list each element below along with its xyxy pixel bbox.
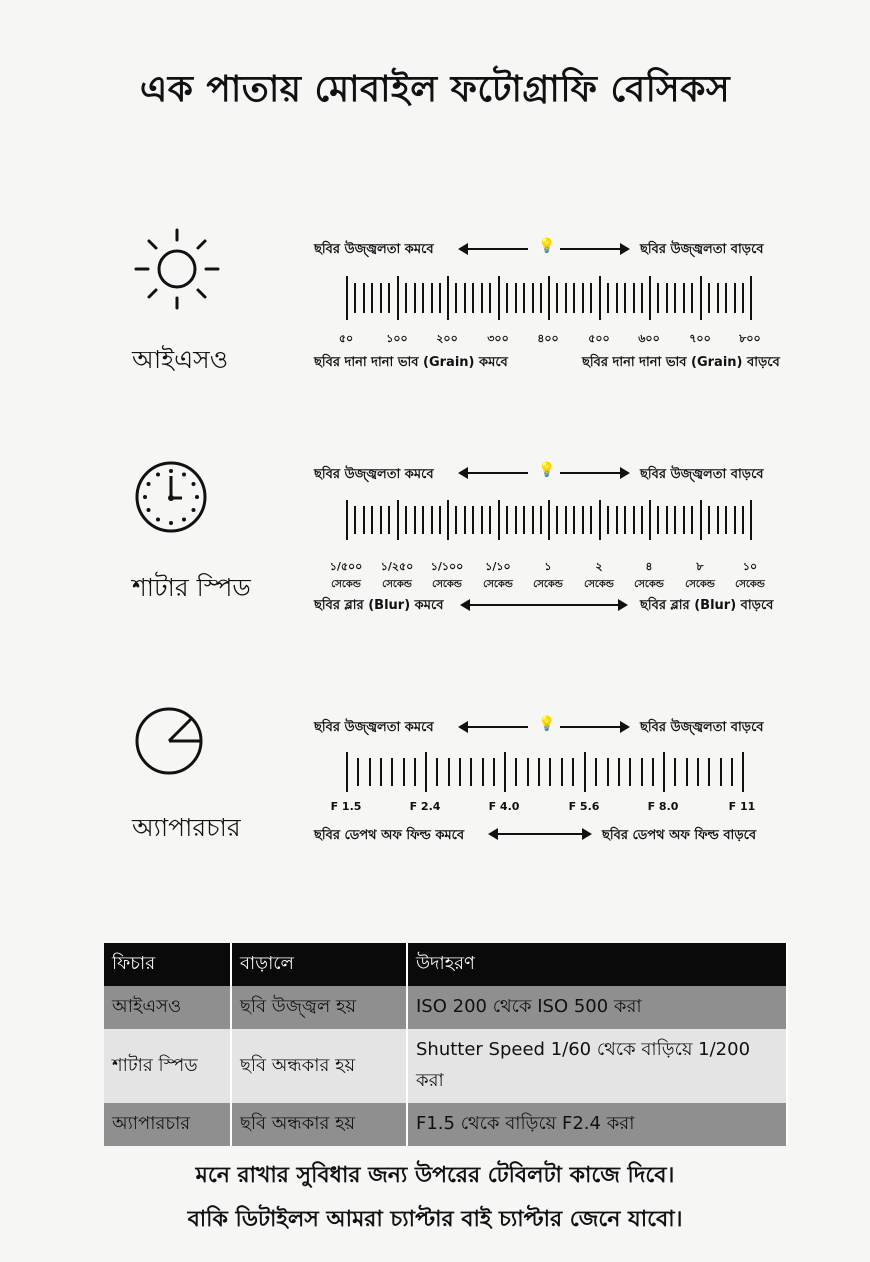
scale-major-tick	[447, 276, 449, 320]
scale-minor-tick	[629, 758, 631, 786]
shutter-blur-increase: ছবির ব্লার (Blur) বাড়বে	[640, 598, 774, 613]
scale-minor-tick	[565, 506, 567, 534]
scale-minor-tick	[464, 506, 466, 534]
scale-label: ১০ সেকেন্ড	[720, 558, 780, 594]
scale-minor-tick	[666, 506, 668, 534]
cell-feature: শাটার স্পিড	[104, 1029, 231, 1103]
scale-minor-tick	[414, 283, 416, 313]
table-row	[104, 1029, 787, 1103]
scale-major-tick	[750, 500, 752, 540]
iso-grain-increase: ছবির দানা দানা ভাব (Grain) বাড়বে	[582, 355, 780, 370]
right-arrow	[560, 472, 628, 474]
scale-minor-tick	[633, 506, 635, 534]
shutter-brightness-increase: ছবির উজ্জ্বলতা বাড়বে	[640, 467, 764, 482]
scale-major-tick	[742, 752, 744, 792]
scale-minor-tick	[380, 758, 382, 786]
table-row	[104, 986, 787, 1029]
scale-label: F 4.0	[488, 800, 520, 813]
shutter-scale	[329, 500, 765, 590]
scale-major-tick	[425, 752, 427, 792]
scale-label: ৮০০	[739, 332, 761, 345]
cell-effect: ছবি অন্ধকার হয়	[231, 1103, 407, 1146]
aperture-label: অ্যাপারচার	[132, 813, 241, 842]
scale-label: ৪০০	[537, 332, 559, 345]
scale-minor-tick	[652, 758, 654, 786]
cell-effect: ছবি উজ্জ্বল হয়	[231, 986, 407, 1029]
cell-example: ISO 200 থেকে ISO 500 করা	[407, 986, 787, 1029]
scale-unit: সেকেন্ড	[735, 579, 765, 590]
scale-minor-tick	[549, 758, 551, 786]
scale-minor-tick	[674, 283, 676, 313]
left-arrow	[460, 472, 528, 474]
scale-minor-tick	[391, 758, 393, 786]
scale-minor-tick	[431, 283, 433, 313]
scale-minor-tick	[540, 283, 542, 313]
scale-minor-tick	[455, 506, 457, 534]
scale-label: ১০০	[386, 332, 408, 345]
clock-dot	[156, 473, 160, 477]
scale-minor-tick	[708, 283, 710, 313]
scale-minor-tick	[371, 283, 373, 313]
scale-label: F 1.5	[330, 800, 362, 813]
right-arrow	[560, 726, 628, 728]
scale-minor-tick	[538, 758, 540, 786]
iso-brightness-increase: ছবির উজ্জ্বলতা বাড়বে	[640, 242, 764, 257]
dof-arrow	[490, 833, 590, 835]
scale-minor-tick	[607, 506, 609, 534]
sun-icon	[132, 228, 222, 310]
scale-major-tick	[750, 276, 752, 320]
clock-icon	[134, 460, 208, 534]
clock-dot	[147, 508, 151, 512]
scale-minor-tick	[482, 758, 484, 786]
scale-unit: সেকেন্ড	[331, 579, 361, 590]
clock-dot	[169, 469, 173, 473]
summary-table	[104, 943, 788, 1146]
scale-minor-tick	[515, 506, 517, 534]
scale-minor-tick	[561, 758, 563, 786]
scale-major-tick	[548, 500, 550, 540]
scale-minor-tick	[674, 758, 676, 786]
table-header	[104, 943, 787, 986]
lightbulb-icon: 💡	[538, 238, 556, 254]
scale-minor-tick	[683, 506, 685, 534]
scale-minor-tick	[708, 758, 710, 786]
scale-minor-tick	[472, 506, 474, 534]
scale-minor-tick	[556, 283, 558, 313]
scale-minor-tick	[405, 283, 407, 313]
footer-line-2: বাকি ডিটাইলস আমরা চ্যাপ্টার বাই চ্যাপ্টার জেনে যাবো।	[187, 1207, 683, 1232]
scale-major-tick	[649, 500, 651, 540]
footer-line-1: মনে রাখার সুবিধার জন্য উপরের টেবিলটা কাজে দিবে।	[195, 1163, 675, 1188]
scale-minor-tick	[448, 758, 450, 786]
scale-minor-tick	[493, 758, 495, 786]
iso-scale	[338, 276, 761, 345]
scale-minor-tick	[607, 758, 609, 786]
clock-dot	[195, 495, 199, 499]
scale-label: F 2.4	[409, 800, 441, 813]
cell-example: Shutter Speed 1/60 থেকে বাড়িয়ে 1/200 করা	[407, 1029, 787, 1103]
scale-major-tick	[447, 500, 449, 540]
clock-dot	[143, 495, 147, 499]
scale-minor-tick	[590, 283, 592, 313]
scale-major-tick	[346, 752, 348, 792]
scale-label: ৭০০	[689, 332, 711, 345]
scale-minor-tick	[459, 758, 461, 786]
scale-minor-tick	[464, 283, 466, 313]
scale-minor-tick	[691, 506, 693, 534]
scale-minor-tick	[405, 506, 407, 534]
scale-label: F 11	[728, 800, 756, 813]
scale-minor-tick	[674, 506, 676, 534]
scale-minor-tick	[371, 506, 373, 534]
scale-minor-tick	[363, 506, 365, 534]
scale-label: ২ সেকেন্ড	[569, 558, 629, 594]
scale-major-tick	[498, 276, 500, 320]
shutter-label: শাটার স্পিড	[132, 573, 251, 602]
scale-minor-tick	[363, 283, 365, 313]
scale-minor-tick	[683, 283, 685, 313]
scale-minor-tick	[731, 758, 733, 786]
scale-minor-tick	[414, 506, 416, 534]
scale-minor-tick	[540, 506, 542, 534]
scale-minor-tick	[431, 506, 433, 534]
scale-unit: সেকেন্ড	[382, 579, 412, 590]
scale-major-tick	[504, 752, 506, 792]
scale-major-tick	[346, 276, 348, 320]
scale-unit: সেকেন্ড	[432, 579, 462, 590]
scale-major-tick	[663, 752, 665, 792]
clock-dot	[169, 521, 173, 525]
scale-minor-tick	[734, 283, 736, 313]
scale-label: ৩০০	[487, 332, 509, 345]
scale-minor-tick	[624, 506, 626, 534]
scale-minor-tick	[572, 758, 574, 786]
iso-grain-decrease: ছবির দানা দানা ভাব (Grain) কমবে	[314, 355, 508, 370]
iso-brightness-decrease: ছবির উজ্জ্বলতা কমবে	[314, 242, 434, 257]
scale-minor-tick	[506, 506, 508, 534]
scale-minor-tick	[354, 506, 356, 534]
scale-minor-tick	[414, 758, 416, 786]
scale-minor-tick	[691, 283, 693, 313]
header-increase: বাড়ালে	[231, 943, 407, 986]
scale-minor-tick	[532, 283, 534, 313]
scale-minor-tick	[515, 283, 517, 313]
scale-major-tick	[649, 276, 651, 320]
scale-minor-tick	[607, 283, 609, 313]
scale-minor-tick	[734, 506, 736, 534]
aperture-brightness-decrease: ছবির উজ্জ্বলতা কমবে	[314, 720, 434, 735]
left-arrow	[460, 726, 528, 728]
scale-minor-tick	[697, 758, 699, 786]
scale-minor-tick	[742, 283, 744, 313]
scale-minor-tick	[725, 506, 727, 534]
scale-minor-tick	[717, 506, 719, 534]
cell-example: F1.5 থেকে বাড়িয়ে F2.4 করা	[407, 1103, 787, 1146]
scale-label: ১ সেকেন্ড	[518, 558, 578, 594]
blur-arrow	[462, 604, 626, 606]
scale-minor-tick	[616, 283, 618, 313]
lightbulb-icon: 💡	[538, 462, 556, 478]
scale-unit: সেকেন্ড	[634, 579, 664, 590]
scale-unit: সেকেন্ড	[483, 579, 513, 590]
scale-minor-tick	[717, 283, 719, 313]
aperture-pie-icon	[134, 706, 204, 776]
scale-unit: সেকেন্ড	[685, 579, 715, 590]
scale-minor-tick	[725, 283, 727, 313]
aperture-scale	[330, 752, 756, 816]
scale-minor-tick	[708, 506, 710, 534]
scale-minor-tick	[388, 506, 390, 534]
header-example: উদাহরণ	[407, 943, 787, 986]
clock-dot	[192, 508, 196, 512]
scale-minor-tick	[489, 506, 491, 534]
scale-minor-tick	[481, 283, 483, 313]
scale-minor-tick	[657, 506, 659, 534]
scale-major-tick	[346, 500, 348, 540]
scale-minor-tick	[527, 758, 529, 786]
scale-major-tick	[584, 752, 586, 792]
scale-minor-tick	[641, 283, 643, 313]
scale-minor-tick	[565, 283, 567, 313]
scale-minor-tick	[515, 758, 517, 786]
scale-minor-tick	[556, 506, 558, 534]
scale-major-tick	[397, 276, 399, 320]
scale-label: ১/৫০০ সেকেন্ড	[316, 558, 376, 594]
scale-minor-tick	[422, 506, 424, 534]
cell-effect: ছবি অন্ধকার হয়	[231, 1029, 407, 1103]
cell-feature: অ্যাপারচার	[104, 1103, 231, 1146]
scale-label: ৫০	[338, 332, 354, 345]
scale-minor-tick	[403, 758, 405, 786]
scale-minor-tick	[618, 758, 620, 786]
scale-minor-tick	[582, 283, 584, 313]
shutter-brightness-decrease: ছবির উজ্জ্বলতা কমবে	[314, 467, 434, 482]
scale-minor-tick	[686, 758, 688, 786]
scale-major-tick	[599, 276, 601, 320]
scale-minor-tick	[595, 758, 597, 786]
right-arrow	[560, 248, 628, 250]
scale-minor-tick	[489, 283, 491, 313]
scale-unit: সেকেন্ড	[533, 579, 563, 590]
scale-major-tick	[498, 500, 500, 540]
scale-label: ১/১০ সেকেন্ড	[468, 558, 528, 594]
scale-minor-tick	[573, 506, 575, 534]
scale-minor-tick	[573, 283, 575, 313]
scale-minor-tick	[472, 283, 474, 313]
table-row	[104, 1103, 787, 1146]
clock-dot	[192, 482, 196, 486]
scale-major-tick	[599, 500, 601, 540]
lightbulb-icon: 💡	[538, 716, 556, 732]
header-feature: ফিচার	[104, 943, 231, 986]
scale-minor-tick	[354, 283, 356, 313]
scale-label: ৮ সেকেন্ড	[670, 558, 730, 594]
scale-minor-tick	[742, 506, 744, 534]
scale-minor-tick	[641, 506, 643, 534]
scale-label: F 5.6	[568, 800, 600, 813]
scale-minor-tick	[369, 758, 371, 786]
clock-dot	[147, 482, 151, 486]
scale-unit: সেকেন্ড	[584, 579, 614, 590]
scale-minor-tick	[616, 506, 618, 534]
scale-label: F 8.0	[647, 800, 679, 813]
scale-minor-tick	[624, 283, 626, 313]
scale-minor-tick	[506, 283, 508, 313]
left-arrow	[460, 248, 528, 250]
clock-dot	[182, 518, 186, 522]
scale-minor-tick	[641, 758, 643, 786]
page-title: এক পাতায় মোবাইল ফটোগ্রাফি বেসিকস	[139, 69, 731, 110]
scale-minor-tick	[666, 283, 668, 313]
scale-minor-tick	[455, 283, 457, 313]
scale-minor-tick	[523, 506, 525, 534]
scale-minor-tick	[439, 506, 441, 534]
scale-label: ১/২৫০ সেকেন্ড	[367, 558, 427, 594]
aperture-dof-increase: ছবির ডেপথ অফ ফিল্ড বাড়বে	[602, 828, 757, 843]
scale-major-tick	[548, 276, 550, 320]
scale-minor-tick	[470, 758, 472, 786]
scale-major-tick	[397, 500, 399, 540]
aperture-brightness-increase: ছবির উজ্জ্বলতা বাড়বে	[640, 720, 764, 735]
scale-minor-tick	[422, 283, 424, 313]
scale-minor-tick	[436, 758, 438, 786]
shutter-blur-decrease: ছবির ব্লার (Blur) কমবে	[314, 598, 444, 613]
aperture-dof-decrease: ছবির ডেপথ অফ ফিল্ড কমবে	[314, 828, 465, 843]
scale-minor-tick	[582, 506, 584, 534]
scale-minor-tick	[439, 283, 441, 313]
scale-label: ১/১০০ সেকেন্ড	[417, 558, 477, 594]
scale-label: ৫০০	[588, 332, 610, 345]
scale-minor-tick	[532, 506, 534, 534]
scale-label: ৪ সেকেন্ড	[619, 558, 679, 594]
clock-dot	[182, 473, 186, 477]
scale-minor-tick	[357, 758, 359, 786]
scale-minor-tick	[388, 283, 390, 313]
clock-dot	[156, 518, 160, 522]
scale-minor-tick	[657, 283, 659, 313]
scale-major-tick	[700, 500, 702, 540]
scale-minor-tick	[523, 283, 525, 313]
scale-label: ২০০	[436, 332, 458, 345]
scale-minor-tick	[633, 283, 635, 313]
iso-label: আইএসও	[132, 345, 229, 374]
scale-label: ৬০০	[638, 332, 660, 345]
cell-feature: আইএসও	[104, 986, 231, 1029]
scale-minor-tick	[720, 758, 722, 786]
scale-minor-tick	[380, 506, 382, 534]
scale-minor-tick	[380, 283, 382, 313]
scale-minor-tick	[481, 506, 483, 534]
scale-minor-tick	[590, 506, 592, 534]
scale-major-tick	[700, 276, 702, 320]
